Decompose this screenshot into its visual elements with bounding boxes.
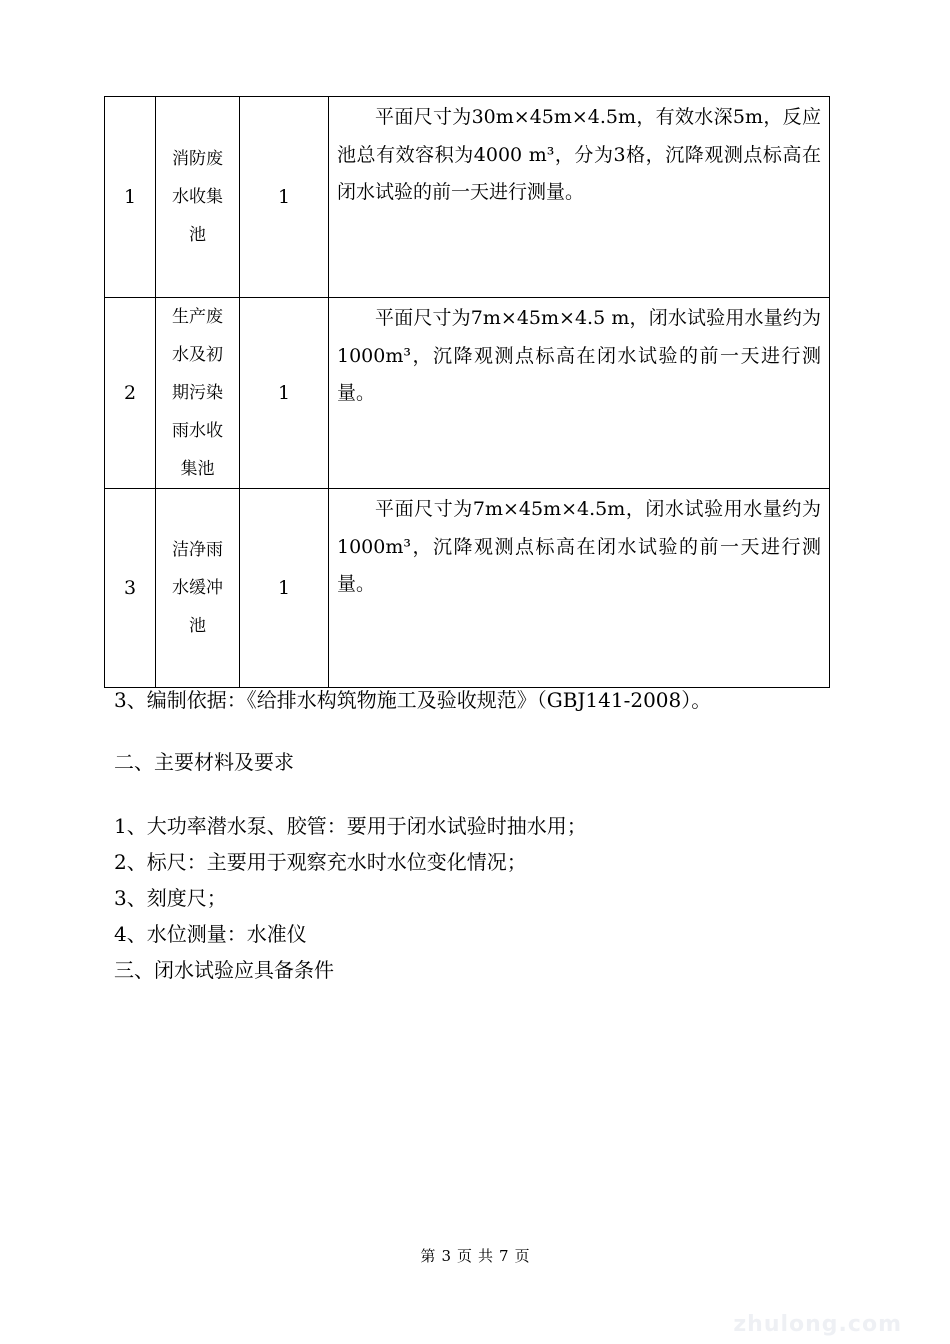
table-row [105,489,830,688]
material-item-1: 1、大功率潜水泵、胶管：要用于闭水试验时抽水用； [114,814,587,838]
water-pool-table [104,96,830,688]
row-number: 2 [105,298,156,489]
basis-line: 3、编制依据：《给排水构筑物施工及验收规范》（GBJ141-2008）。 [114,688,712,712]
material-item-4: 4、水位测量：水准仪 [114,922,307,946]
pool-description: 平面尺寸为7m×45m×4.5m，闭水试验用水量约为1000m³，沉降观测点标高在闭水试验的前一天进行测量。 [329,489,830,688]
table-row [105,97,830,298]
pool-name: 消防废 水收集 池 [156,97,240,298]
section3-heading: 三、闭水试验应具备条件 [114,958,334,982]
row-number: 3 [105,489,156,688]
pool-quantity: 1 [240,489,329,688]
pool-description: 平面尺寸为30m×45m×4.5m，有效水深5m，反应池总有效容积为4000 m³，分为3格，沉降观测点标高在闭水试验的前一天进行测量。 [329,97,830,298]
total-page-number: 7 [499,1247,509,1265]
pool-quantity: 1 [240,97,329,298]
current-page-number: 3 [441,1247,451,1265]
pool-quantity: 1 [240,298,329,489]
watermark: zhulong.com [733,1312,902,1337]
section2-heading: 二、主要材料及要求 [114,750,294,774]
table-row [105,298,830,489]
material-item-3: 3、刻度尺； [114,886,227,910]
pool-description: 平面尺寸为7m×45m×4.5 m，闭水试验用水量约为1000m³，沉降观测点标高在闭水试验的前一天进行测量。 [329,298,830,489]
pool-name: 洁净雨 水缓冲 池 [156,489,240,688]
material-item-2: 2、标尺：主要用于观察充水时水位变化情况； [114,850,527,874]
page-footer: 第 3 页 共 7 页 [420,1247,530,1265]
pool-name: 生产废 水及初 期污染 雨水收 集池 [156,298,240,489]
row-number: 1 [105,97,156,298]
